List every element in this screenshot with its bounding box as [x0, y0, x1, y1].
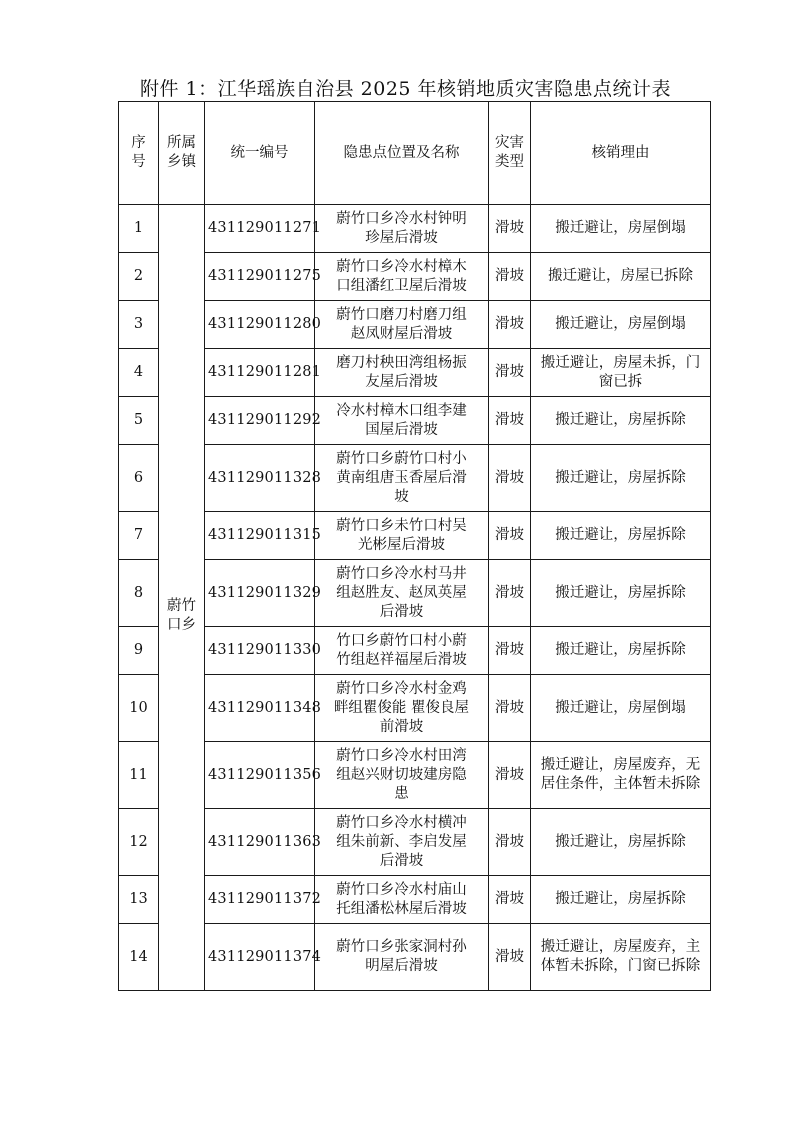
cell-location: 蔚竹口乡冷水村庙山托组潘松林屋后滑坡 — [315, 876, 489, 924]
cell-town: 蔚竹口乡 — [159, 205, 205, 991]
cell-type: 滑坡 — [489, 512, 531, 560]
cell-seq: 1 — [119, 205, 159, 253]
cell-location: 蔚竹口乡冷水村横冲组朱前新、李启发屋后滑坡 — [315, 809, 489, 876]
cell-seq: 3 — [119, 301, 159, 349]
header-reason: 核销理由 — [531, 102, 711, 205]
table-row — [119, 397, 711, 445]
table-row — [119, 445, 711, 512]
cell-seq: 12 — [119, 809, 159, 876]
cell-reason: 搬迁避让，房屋倒塌 — [531, 205, 711, 253]
cell-code: 431129011271 — [205, 205, 315, 253]
cell-type: 滑坡 — [489, 301, 531, 349]
cell-code: 431129011328 — [205, 445, 315, 512]
header-town: 所属乡镇 — [159, 102, 205, 205]
table-row — [119, 512, 711, 560]
cell-code: 431129011363 — [205, 809, 315, 876]
cell-type: 滑坡 — [489, 876, 531, 924]
table-row — [119, 627, 711, 675]
cell-type: 滑坡 — [489, 445, 531, 512]
table-row — [119, 876, 711, 924]
cell-location: 蔚竹口乡冷水村金鸡畔组瞿俊能 瞿俊良屋前滑坡 — [315, 675, 489, 742]
cell-location: 蔚竹口乡张家洞村孙明屋后滑坡 — [315, 924, 489, 991]
cell-reason: 搬迁避让，房屋废弃，无居住条件，主体暂未拆除 — [531, 742, 711, 809]
cell-reason: 搬迁避让，房屋拆除 — [531, 809, 711, 876]
cell-type: 滑坡 — [489, 809, 531, 876]
cell-seq: 13 — [119, 876, 159, 924]
cell-code: 431129011356 — [205, 742, 315, 809]
cell-seq: 7 — [119, 512, 159, 560]
cell-type: 滑坡 — [489, 349, 531, 397]
table-row — [119, 742, 711, 809]
header-code: 统一编号 — [205, 102, 315, 205]
table-row — [119, 560, 711, 627]
cell-location: 蔚竹口乡冷水村钟明珍屋后滑坡 — [315, 205, 489, 253]
cell-type: 滑坡 — [489, 924, 531, 991]
cell-location: 竹口乡蔚竹口村小蔚竹组赵祥福屋后滑坡 — [315, 627, 489, 675]
cell-code: 431129011374 — [205, 924, 315, 991]
cell-reason: 搬迁避让，房屋废弃，主体暂未拆除，门窗已拆除 — [531, 924, 711, 991]
cell-type: 滑坡 — [489, 675, 531, 742]
cell-location: 冷水村樟木口组李建国屋后滑坡 — [315, 397, 489, 445]
table-header-row — [119, 102, 711, 205]
cell-location: 蔚竹口乡蔚竹口村小黄南组唐玉香屋后滑坡 — [315, 445, 489, 512]
cell-reason: 搬迁避让，房屋未拆，门窗已拆 — [531, 349, 711, 397]
cell-code: 431129011348 — [205, 675, 315, 742]
cell-code: 431129011330 — [205, 627, 315, 675]
cell-code: 431129011292 — [205, 397, 315, 445]
table-row — [119, 301, 711, 349]
cell-reason: 搬迁避让，房屋拆除 — [531, 560, 711, 627]
hazard-table — [118, 101, 711, 991]
cell-type: 滑坡 — [489, 627, 531, 675]
cell-seq: 14 — [119, 924, 159, 991]
cell-seq: 8 — [119, 560, 159, 627]
cell-code: 431129011329 — [205, 560, 315, 627]
cell-seq: 4 — [119, 349, 159, 397]
cell-code: 431129011281 — [205, 349, 315, 397]
cell-code: 431129011280 — [205, 301, 315, 349]
cell-type: 滑坡 — [489, 560, 531, 627]
cell-location: 蔚竹口乡冷水村樟木口组潘红卫屋后滑坡 — [315, 253, 489, 301]
cell-reason: 搬迁避让，房屋拆除 — [531, 627, 711, 675]
cell-location: 蔚竹口乡冷水村田湾组赵兴财切坡建房隐患 — [315, 742, 489, 809]
table-row — [119, 809, 711, 876]
cell-location: 蔚竹口乡未竹口村吴光彬屋后滑坡 — [315, 512, 489, 560]
header-seq: 序号 — [119, 102, 159, 205]
cell-code: 431129011315 — [205, 512, 315, 560]
cell-seq: 10 — [119, 675, 159, 742]
table-row — [119, 253, 711, 301]
cell-code: 431129011275 — [205, 253, 315, 301]
cell-location: 蔚竹口磨刀村磨刀组赵凤财屋后滑坡 — [315, 301, 489, 349]
header-type: 灾害类型 — [489, 102, 531, 205]
cell-type: 滑坡 — [489, 397, 531, 445]
cell-reason: 搬迁避让，房屋拆除 — [531, 445, 711, 512]
cell-location: 蔚竹口乡冷水村马井组赵胜友、赵凤英屋后滑坡 — [315, 560, 489, 627]
document-title: 附件 1：江华瑶族自治县 2025 年核销地质灾害隐患点统计表 — [140, 78, 672, 100]
table-row — [119, 205, 711, 253]
cell-reason: 搬迁避让，房屋拆除 — [531, 397, 711, 445]
cell-type: 滑坡 — [489, 253, 531, 301]
cell-reason: 搬迁避让，房屋拆除 — [531, 512, 711, 560]
table-row — [119, 675, 711, 742]
cell-reason: 搬迁避让，房屋倒塌 — [531, 301, 711, 349]
cell-code: 431129011372 — [205, 876, 315, 924]
header-location: 隐患点位置及名称 — [315, 102, 489, 205]
cell-location: 磨刀村秧田湾组杨振友屋后滑坡 — [315, 349, 489, 397]
cell-type: 滑坡 — [489, 742, 531, 809]
cell-seq: 9 — [119, 627, 159, 675]
cell-reason: 搬迁避让，房屋已拆除 — [531, 253, 711, 301]
table-row — [119, 924, 711, 991]
cell-reason: 搬迁避让，房屋倒塌 — [531, 675, 711, 742]
cell-seq: 2 — [119, 253, 159, 301]
cell-type: 滑坡 — [489, 205, 531, 253]
cell-seq: 11 — [119, 742, 159, 809]
cell-reason: 搬迁避让，房屋拆除 — [531, 876, 711, 924]
cell-seq: 6 — [119, 445, 159, 512]
table-row — [119, 349, 711, 397]
cell-seq: 5 — [119, 397, 159, 445]
